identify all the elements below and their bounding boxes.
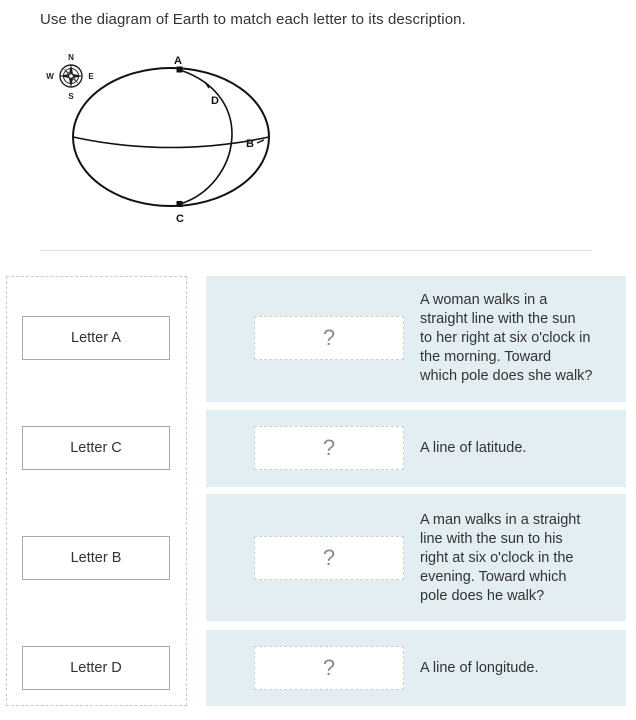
marker-a xyxy=(177,67,183,73)
marker-c xyxy=(177,201,183,207)
drop-slot[interactable]: ? xyxy=(254,316,404,360)
label-c: C xyxy=(176,213,184,225)
choice-letter-a[interactable]: Letter A xyxy=(22,316,170,360)
choice-letter-b[interactable]: Letter B xyxy=(22,536,170,580)
description-line: line with the sun to his xyxy=(420,531,563,547)
description-line: straight line with the sun xyxy=(420,311,576,327)
description-line: right at six o'clock in the xyxy=(420,550,574,566)
divider xyxy=(40,250,592,251)
latitude-line xyxy=(73,137,269,148)
description-line: the morning. Toward xyxy=(420,349,552,365)
description-1 xyxy=(420,291,616,386)
compass-west-label: W xyxy=(46,72,54,81)
choice-letter-d[interactable]: Letter D xyxy=(22,646,170,690)
description-2 xyxy=(420,439,616,458)
description-3 xyxy=(420,511,616,606)
description-line: A man walks in a straight xyxy=(420,512,581,528)
compass-north-label: N xyxy=(68,53,74,62)
description-line: pole does he walk? xyxy=(420,588,545,604)
longitude-line xyxy=(180,70,232,204)
instructions: Use the diagram of Earth to match each letter to its description. xyxy=(40,11,466,28)
description-4 xyxy=(420,659,616,678)
compass-east-label: E xyxy=(88,72,94,81)
description-line: evening. Toward which xyxy=(420,569,567,585)
drop-slot[interactable]: ? xyxy=(254,536,404,580)
description-line: A line of latitude. xyxy=(420,440,527,456)
drop-slot[interactable]: ? xyxy=(254,426,404,470)
compass-south-label: S xyxy=(68,92,74,101)
earth-outline xyxy=(73,68,269,206)
description-line: A woman walks in a xyxy=(420,292,548,308)
description-line: A line of longitude. xyxy=(420,660,539,676)
description-line: to her right at six o'clock in xyxy=(420,330,591,346)
label-a: A xyxy=(174,55,182,67)
compass-rose-icon xyxy=(59,64,83,88)
description-line: which pole does she walk? xyxy=(420,368,593,384)
label-d: D xyxy=(211,95,219,107)
drop-slot[interactable]: ? xyxy=(254,646,404,690)
choice-letter-c[interactable]: Letter C xyxy=(22,426,170,470)
marker-b-tick xyxy=(257,140,264,143)
label-b: B xyxy=(246,138,254,150)
earth-diagram xyxy=(40,48,280,232)
